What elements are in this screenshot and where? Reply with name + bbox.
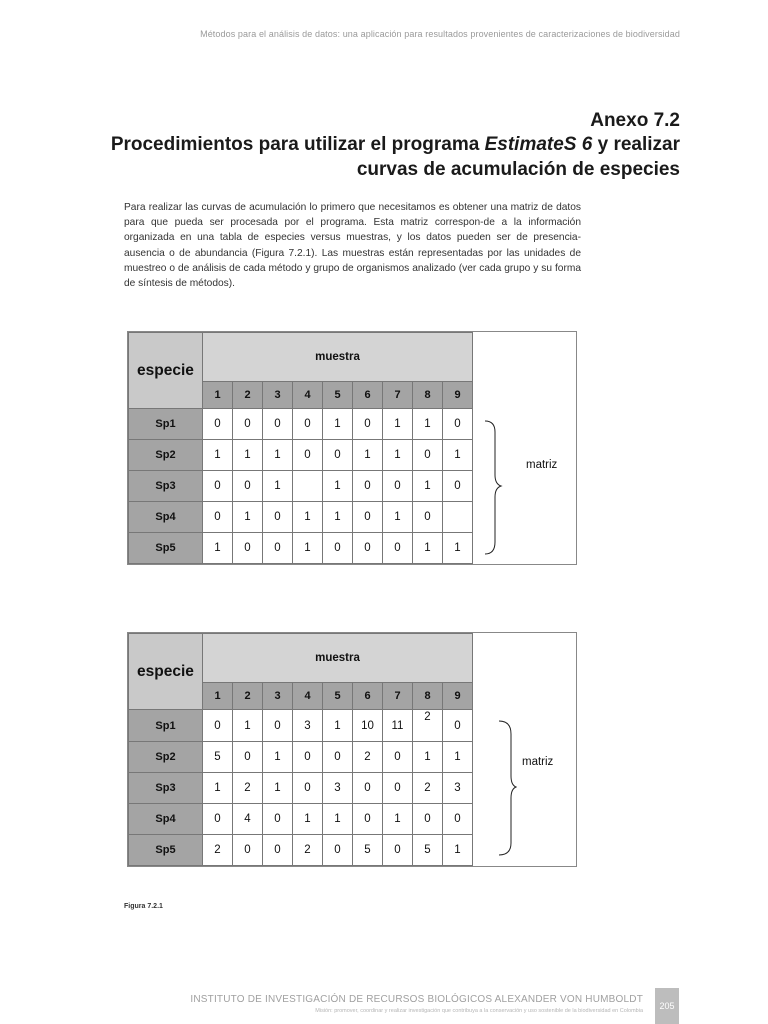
sample-number: 7 bbox=[383, 683, 413, 710]
matrix-cell: 1 bbox=[443, 533, 473, 564]
matrix-cell: 0 bbox=[443, 409, 473, 440]
matrix-cell: 2 bbox=[413, 710, 443, 742]
matrix-cell: 10 bbox=[353, 710, 383, 742]
species-label: Sp1 bbox=[129, 710, 203, 742]
matrix-cell: 0 bbox=[353, 502, 383, 533]
presence-absence-table bbox=[127, 331, 577, 565]
matrix-cell: 0 bbox=[353, 804, 383, 835]
matrix-cell: 0 bbox=[263, 533, 293, 564]
matrix-cell: 3 bbox=[443, 773, 473, 804]
matrix-cell: 0 bbox=[413, 804, 443, 835]
matrix-cell: 2 bbox=[203, 835, 233, 866]
matrix-cell: 0 bbox=[263, 804, 293, 835]
matrix-cell: 0 bbox=[323, 835, 353, 866]
page-number: 205 bbox=[655, 988, 679, 1024]
matrix-cell: 0 bbox=[263, 409, 293, 440]
matrix-cell: 0 bbox=[413, 502, 443, 533]
species-label: Sp5 bbox=[129, 533, 203, 564]
species-label: Sp1 bbox=[129, 409, 203, 440]
matrix-cell: 1 bbox=[263, 742, 293, 773]
corner-header: especie bbox=[129, 634, 203, 710]
matrix-cell: 0 bbox=[383, 835, 413, 866]
species-label: Sp3 bbox=[129, 773, 203, 804]
matrix-cell: 0 bbox=[293, 409, 323, 440]
matrix-brace bbox=[497, 718, 517, 860]
matrix-cell: 0 bbox=[443, 710, 473, 742]
matrix-cell: 1 bbox=[383, 440, 413, 471]
matrix-cell: 1 bbox=[413, 471, 443, 502]
sample-number: 9 bbox=[443, 382, 473, 409]
matrix-cell: 0 bbox=[413, 440, 443, 471]
matrix-cell: 0 bbox=[443, 804, 473, 835]
matrix-cell: 0 bbox=[233, 409, 263, 440]
matrix-cell: 1 bbox=[293, 502, 323, 533]
matrix-brace bbox=[483, 418, 503, 558]
sample-number: 2 bbox=[233, 382, 263, 409]
sample-number: 2 bbox=[233, 683, 263, 710]
matrix-cell: 5 bbox=[353, 835, 383, 866]
matrix-cell: 1 bbox=[353, 440, 383, 471]
matrix-side bbox=[473, 333, 564, 409]
species-label: Sp4 bbox=[129, 804, 203, 835]
matrix-cell: 1 bbox=[233, 710, 263, 742]
sample-number: 3 bbox=[263, 382, 293, 409]
matrix-cell: 1 bbox=[263, 773, 293, 804]
matrix-cell bbox=[293, 471, 323, 502]
matrix-cell: 1 bbox=[203, 440, 233, 471]
matrix-cell: 0 bbox=[233, 533, 263, 564]
annex-title-pre: Procedimientos para utilizar el programa bbox=[110, 134, 485, 155]
footer-institute: INSTITUTO DE INVESTIGACIÓN DE RECURSOS BIOLÓGICOS ALEXANDER VON HUMBOLDT bbox=[190, 994, 643, 1005]
sample-number: 1 bbox=[203, 683, 233, 710]
matrix-cell: 1 bbox=[203, 773, 233, 804]
sample-number: 4 bbox=[293, 683, 323, 710]
species-label: Sp4 bbox=[129, 502, 203, 533]
annex-title-post: y realizar curvas de acumulación de especies bbox=[356, 134, 680, 180]
sample-number: 6 bbox=[353, 683, 383, 710]
matrix-cell: 1 bbox=[233, 502, 263, 533]
matrix-cell: 0 bbox=[233, 835, 263, 866]
sample-number: 5 bbox=[323, 683, 353, 710]
matrix-cell: 0 bbox=[323, 533, 353, 564]
matrix-cell: 0 bbox=[383, 742, 413, 773]
matrix-cell: 0 bbox=[203, 409, 233, 440]
sample-number: 1 bbox=[203, 382, 233, 409]
matrix-cell: 1 bbox=[323, 471, 353, 502]
matrix-cell: 0 bbox=[353, 773, 383, 804]
annex-title bbox=[80, 132, 680, 182]
matrix-cell: 1 bbox=[443, 835, 473, 866]
sample-number: 3 bbox=[263, 683, 293, 710]
matrix-cell: 3 bbox=[323, 773, 353, 804]
matrix-cell: 1 bbox=[383, 502, 413, 533]
matrix-cell: 5 bbox=[413, 835, 443, 866]
matrix-cell: 0 bbox=[203, 502, 233, 533]
matrix-cell: 0 bbox=[323, 742, 353, 773]
matrix-cell: 1 bbox=[293, 804, 323, 835]
matrix-side bbox=[473, 634, 564, 710]
sample-number: 9 bbox=[443, 683, 473, 710]
matrix-cell: 0 bbox=[263, 835, 293, 866]
matrix-cell: 0 bbox=[353, 533, 383, 564]
matrix-cell: 0 bbox=[383, 471, 413, 502]
matrix-cell: 0 bbox=[263, 502, 293, 533]
matrix-cell: 0 bbox=[323, 440, 353, 471]
matrix-cell: 1 bbox=[323, 804, 353, 835]
matrix-cell: 0 bbox=[203, 804, 233, 835]
matrix-cell: 2 bbox=[413, 773, 443, 804]
matrix-cell: 0 bbox=[383, 773, 413, 804]
sample-number: 5 bbox=[323, 382, 353, 409]
matrix-cell: 0 bbox=[353, 471, 383, 502]
matrix-cell: 1 bbox=[383, 804, 413, 835]
footer-mission: Misión: promover, coordinar y realizar investigación que contribuya a la conservación y uso sostenible de la biodiversidad en Colombia bbox=[315, 1008, 643, 1014]
matrix-cell: 1 bbox=[263, 440, 293, 471]
matrix-cell bbox=[443, 502, 473, 533]
matrix-cell: 0 bbox=[233, 742, 263, 773]
sample-number: 8 bbox=[413, 382, 443, 409]
corner-header: especie bbox=[129, 333, 203, 409]
matrix-cell: 1 bbox=[443, 440, 473, 471]
matrix-cell: 0 bbox=[203, 471, 233, 502]
matrix-label: matriz bbox=[522, 756, 554, 768]
matrix-cell: 1 bbox=[413, 533, 443, 564]
matrix-cell: 0 bbox=[293, 742, 323, 773]
matrix-cell: 0 bbox=[263, 710, 293, 742]
species-label: Sp2 bbox=[129, 440, 203, 471]
matrix-cell: 1 bbox=[203, 533, 233, 564]
sample-number: 6 bbox=[353, 382, 383, 409]
sample-number: 4 bbox=[293, 382, 323, 409]
matrix-cell: 1 bbox=[293, 533, 323, 564]
matrix-cell: 2 bbox=[233, 773, 263, 804]
matrix-cell: 1 bbox=[323, 710, 353, 742]
matrix-cell: 0 bbox=[293, 773, 323, 804]
species-label: Sp2 bbox=[129, 742, 203, 773]
sample-number: 7 bbox=[383, 382, 413, 409]
annex-number: Anexo 7.2 bbox=[590, 110, 680, 131]
matrix-cell: 0 bbox=[383, 533, 413, 564]
matrix-cell: 1 bbox=[413, 742, 443, 773]
matrix-cell: 5 bbox=[203, 742, 233, 773]
matrix-cell: 3 bbox=[293, 710, 323, 742]
matrix-cell: 0 bbox=[233, 471, 263, 502]
matrix-cell: 2 bbox=[293, 835, 323, 866]
species-label: Sp3 bbox=[129, 471, 203, 502]
matrix-cell: 1 bbox=[443, 742, 473, 773]
sample-header: muestra bbox=[203, 333, 473, 382]
figure-caption: Figura 7.2.1 bbox=[124, 903, 163, 910]
matrix-label: matriz bbox=[526, 459, 558, 471]
matrix-cell: 1 bbox=[323, 409, 353, 440]
sample-header: muestra bbox=[203, 634, 473, 683]
matrix-cell: 0 bbox=[353, 409, 383, 440]
sample-number: 8 bbox=[413, 683, 443, 710]
matrix-cell: 1 bbox=[263, 471, 293, 502]
intro-paragraph: Para realizar las curvas de acumulación lo primero que necesitamos es obtener una matriz de datos para que pueda ser procesada por el programa. Esta matriz correspon-de a la información organizada en una tabla de especies versus muestras, y los datos pueden ser de presencia-ausencia o de abundancia (Figura 7.2.1). Las muestras están representadas por las unidades de muestreo o de análisis de cada método y grupo de organismos analizado (ver cada grupo y su forma de síntesis de métodos). bbox=[124, 202, 581, 290]
matrix-cell: 1 bbox=[413, 409, 443, 440]
matrix-cell: 1 bbox=[323, 502, 353, 533]
matrix-cell: 0 bbox=[443, 471, 473, 502]
matrix-cell: 0 bbox=[203, 710, 233, 742]
matrix-cell: 11 bbox=[383, 710, 413, 742]
matrix-cell: 0 bbox=[293, 440, 323, 471]
annex-title-program: EstimateS 6 bbox=[484, 134, 593, 155]
matrix-cell: 1 bbox=[383, 409, 413, 440]
species-label: Sp5 bbox=[129, 835, 203, 866]
matrix-cell: 1 bbox=[233, 440, 263, 471]
matrix-cell: 4 bbox=[233, 804, 263, 835]
matrix-cell: 2 bbox=[353, 742, 383, 773]
running-header: Métodos para el análisis de datos: una aplicación para resultados provenientes de caracterizaciones de biodiversidad bbox=[200, 29, 680, 39]
